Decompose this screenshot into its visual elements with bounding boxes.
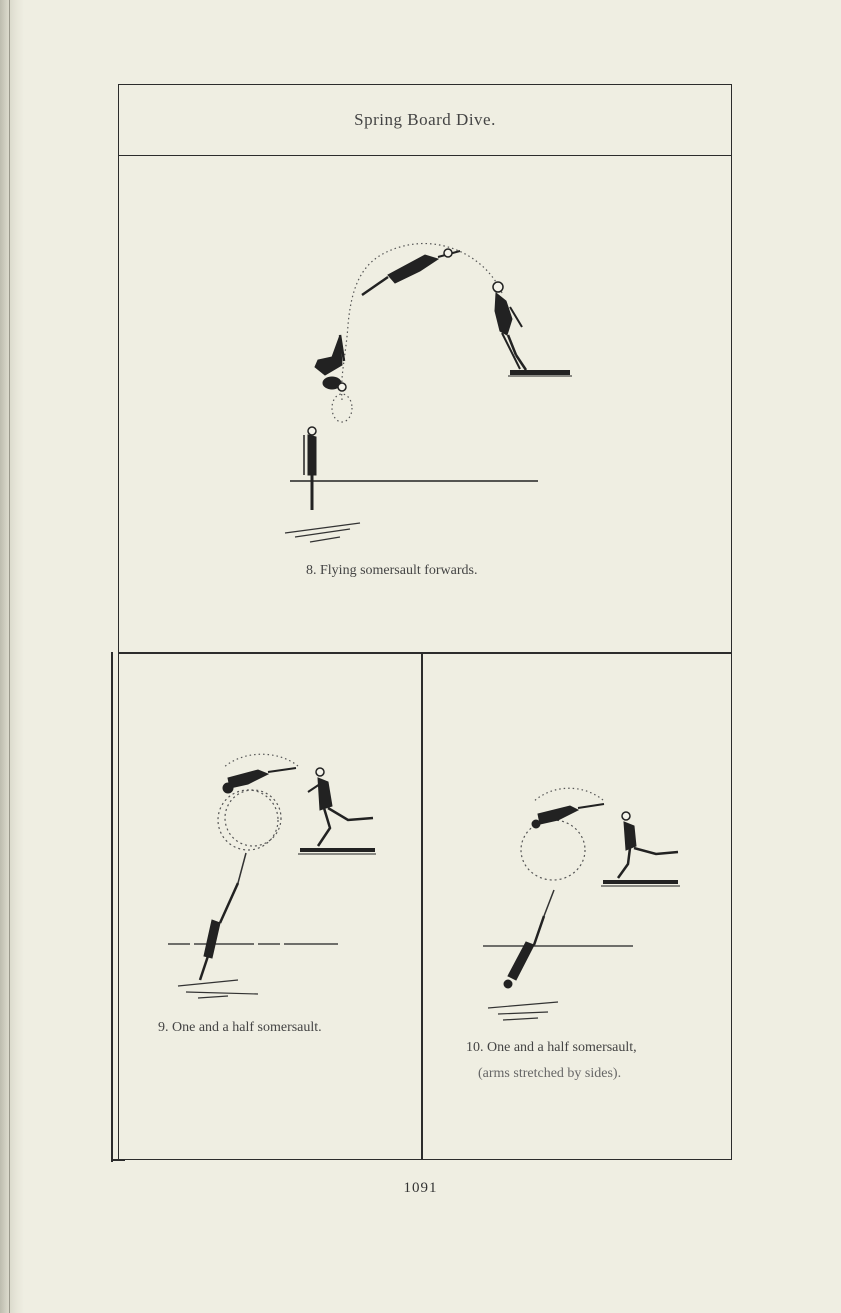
- diver-tucked: [315, 335, 346, 391]
- diver-running: [618, 812, 678, 878]
- diver-on-board: [493, 282, 526, 370]
- figure-9-text: One and a half somersault.: [172, 1020, 322, 1035]
- diver-entering-water: [304, 427, 316, 510]
- diver-in-flight: [223, 768, 296, 793]
- figure-8-text: Flying somersault forwards.: [320, 563, 478, 578]
- diving-board: [510, 370, 570, 375]
- water-splash: [488, 1002, 558, 1020]
- figure-9-caption: [158, 1020, 322, 1036]
- figure-10-text: One and a half somersault,: [487, 1040, 637, 1055]
- figure-9-illustration: [168, 748, 388, 1008]
- diver-entering-water: [504, 916, 544, 988]
- figure-10-caption: [466, 1040, 637, 1056]
- bottom-vertical-divider: [421, 652, 423, 1160]
- plate-frame-left-extension: [111, 652, 113, 1162]
- middle-divider: [118, 652, 732, 654]
- page-number: 1091: [403, 1180, 438, 1196]
- figure-8-number: 8.: [306, 563, 317, 578]
- diver-in-flight-top: [362, 249, 460, 295]
- book-gutter-line: [9, 0, 10, 1313]
- plate-frame-bottom-extension: [111, 1159, 125, 1161]
- diving-board: [300, 848, 375, 852]
- figure-8-caption: [306, 563, 477, 579]
- water-splash: [178, 980, 258, 998]
- diving-board: [603, 880, 678, 884]
- figure-10-caption-line2: (arms stretched by sides).: [478, 1066, 622, 1081]
- diver-running: [308, 768, 373, 846]
- diver-entering-water: [200, 883, 238, 980]
- book-spine-shadow: [0, 0, 24, 1313]
- title-divider: [118, 155, 732, 156]
- figure-9-number: 9.: [158, 1020, 169, 1035]
- diver-in-flight: [532, 804, 604, 828]
- figure-8-illustration: [270, 235, 580, 555]
- plate-title: Spring Board Dive.: [354, 110, 496, 129]
- water-splash: [285, 523, 360, 542]
- figure-10-number: 10.: [466, 1040, 484, 1055]
- figure-10-illustration: [478, 780, 698, 1030]
